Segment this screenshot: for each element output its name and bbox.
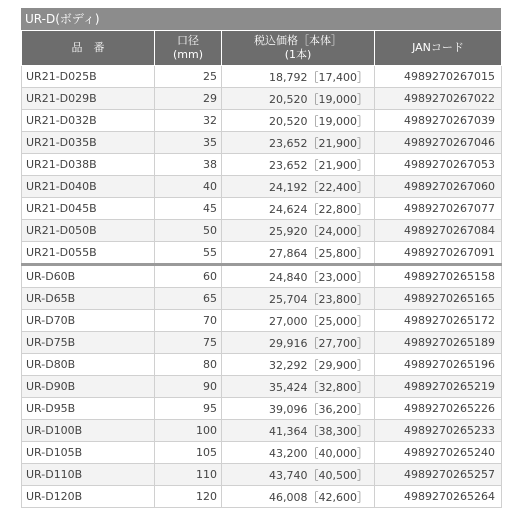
cell-model: UR21-D050B (22, 220, 155, 242)
cell-price: 25,920［24,000］ (222, 220, 375, 242)
cell-model: UR-D120B (22, 486, 155, 508)
table-header (22, 31, 502, 66)
cell-diameter: 32 (155, 110, 222, 132)
cell-model: UR21-D025B (22, 66, 155, 88)
cell-price: 23,652［21,900］ (222, 132, 375, 154)
header-row (22, 31, 502, 66)
cell-jan: 4989270267039 (375, 110, 502, 132)
cell-jan: 4989270265264 (375, 486, 502, 508)
cell-jan: 4989270265257 (375, 464, 502, 486)
cell-diameter: 40 (155, 176, 222, 198)
table-row (22, 176, 502, 198)
cell-jan: 4989270265196 (375, 354, 502, 376)
cell-price: 43,740［40,500］ (222, 464, 375, 486)
table-row (22, 354, 502, 376)
cell-diameter: 65 (155, 288, 222, 310)
header-price-label: 税込価格［本体］ (254, 34, 342, 47)
cell-jan: 4989270267077 (375, 198, 502, 220)
cell-diameter: 50 (155, 220, 222, 242)
cell-diameter: 25 (155, 66, 222, 88)
cell-price: 29,916［27,700］ (222, 332, 375, 354)
cell-price: 24,840［23,000］ (222, 265, 375, 288)
cell-diameter: 95 (155, 398, 222, 420)
cell-jan: 4989270267091 (375, 242, 502, 265)
header-diameter (155, 31, 222, 66)
cell-price: 27,000［25,000］ (222, 310, 375, 332)
cell-model: UR21-D035B (22, 132, 155, 154)
cell-model: UR-D105B (22, 442, 155, 464)
cell-jan: 4989270267053 (375, 154, 502, 176)
cell-price: 32,292［29,900］ (222, 354, 375, 376)
cell-jan: 4989270265172 (375, 310, 502, 332)
cell-model: UR-D75B (22, 332, 155, 354)
cell-price: 35,424［32,800］ (222, 376, 375, 398)
table-row (22, 66, 502, 88)
table-row (22, 265, 502, 288)
header-diameter-unit: (mm) (172, 48, 203, 61)
cell-price: 39,096［36,200］ (222, 398, 375, 420)
cell-jan: 4989270267022 (375, 88, 502, 110)
cell-model: UR-D70B (22, 310, 155, 332)
cell-price: 41,364［38,300］ (222, 420, 375, 442)
table-row (22, 420, 502, 442)
header-jan-label: JANコード (412, 41, 464, 54)
cell-price: 20,520［19,000］ (222, 88, 375, 110)
cell-jan: 4989270265165 (375, 288, 502, 310)
cell-model: UR21-D038B (22, 154, 155, 176)
cell-diameter: 29 (155, 88, 222, 110)
cell-jan: 4989270267046 (375, 132, 502, 154)
product-table (21, 30, 502, 508)
cell-jan: 4989270267015 (375, 66, 502, 88)
cell-diameter: 80 (155, 354, 222, 376)
header-diameter-label: 口径 (177, 34, 199, 47)
header-price (222, 31, 375, 66)
cell-diameter: 45 (155, 198, 222, 220)
cell-price: 18,792［17,400］ (222, 66, 375, 88)
cell-diameter: 120 (155, 486, 222, 508)
table-row (22, 376, 502, 398)
cell-jan: 4989270267060 (375, 176, 502, 198)
cell-model: UR21-D045B (22, 198, 155, 220)
cell-model: UR21-D032B (22, 110, 155, 132)
cell-price: 20,520［19,000］ (222, 110, 375, 132)
table-row (22, 132, 502, 154)
table-row (22, 398, 502, 420)
cell-diameter: 35 (155, 132, 222, 154)
cell-price: 23,652［21,900］ (222, 154, 375, 176)
cell-diameter: 70 (155, 310, 222, 332)
cell-price: 27,864［25,800］ (222, 242, 375, 265)
cell-diameter: 100 (155, 420, 222, 442)
cell-price: 25,704［23,800］ (222, 288, 375, 310)
cell-jan: 4989270265226 (375, 398, 502, 420)
cell-model: UR-D65B (22, 288, 155, 310)
table-row (22, 310, 502, 332)
cell-price: 24,624［22,800］ (222, 198, 375, 220)
cell-price: 46,008［42,600］ (222, 486, 375, 508)
cell-model: UR-D90B (22, 376, 155, 398)
header-model (22, 31, 155, 66)
cell-diameter: 105 (155, 442, 222, 464)
cell-jan: 4989270265240 (375, 442, 502, 464)
cell-model: UR21-D040B (22, 176, 155, 198)
cell-jan: 4989270265189 (375, 332, 502, 354)
cell-model: UR21-D029B (22, 88, 155, 110)
cell-jan: 4989270265233 (375, 420, 502, 442)
table-row (22, 486, 502, 508)
cell-diameter: 38 (155, 154, 222, 176)
header-jan (375, 31, 502, 66)
table-row (22, 288, 502, 310)
cell-model: UR-D110B (22, 464, 155, 486)
cell-jan: 4989270265219 (375, 376, 502, 398)
table-row (22, 220, 502, 242)
cell-price: 43,200［40,000］ (222, 442, 375, 464)
table-row (22, 110, 502, 132)
cell-diameter: 75 (155, 332, 222, 354)
table-row (22, 198, 502, 220)
table-caption: UR-D(ボディ) (21, 8, 501, 30)
cell-model: UR-D95B (22, 398, 155, 420)
cell-diameter: 55 (155, 242, 222, 265)
cell-jan: 4989270267084 (375, 220, 502, 242)
header-model-label: 品 番 (71, 41, 105, 54)
cell-price: 24,192［22,400］ (222, 176, 375, 198)
cell-diameter: 110 (155, 464, 222, 486)
table-row (22, 442, 502, 464)
cell-model: UR-D60B (22, 265, 155, 288)
table-row (22, 154, 502, 176)
header-price-unit: (1本) (284, 48, 312, 61)
cell-jan: 4989270265158 (375, 265, 502, 288)
table-row (22, 464, 502, 486)
table-row (22, 332, 502, 354)
cell-model: UR21-D055B (22, 242, 155, 265)
table-row (22, 88, 502, 110)
cell-model: UR-D80B (22, 354, 155, 376)
cell-diameter: 60 (155, 265, 222, 288)
table-body (22, 66, 502, 508)
cell-model: UR-D100B (22, 420, 155, 442)
cell-diameter: 90 (155, 376, 222, 398)
table-row (22, 242, 502, 265)
